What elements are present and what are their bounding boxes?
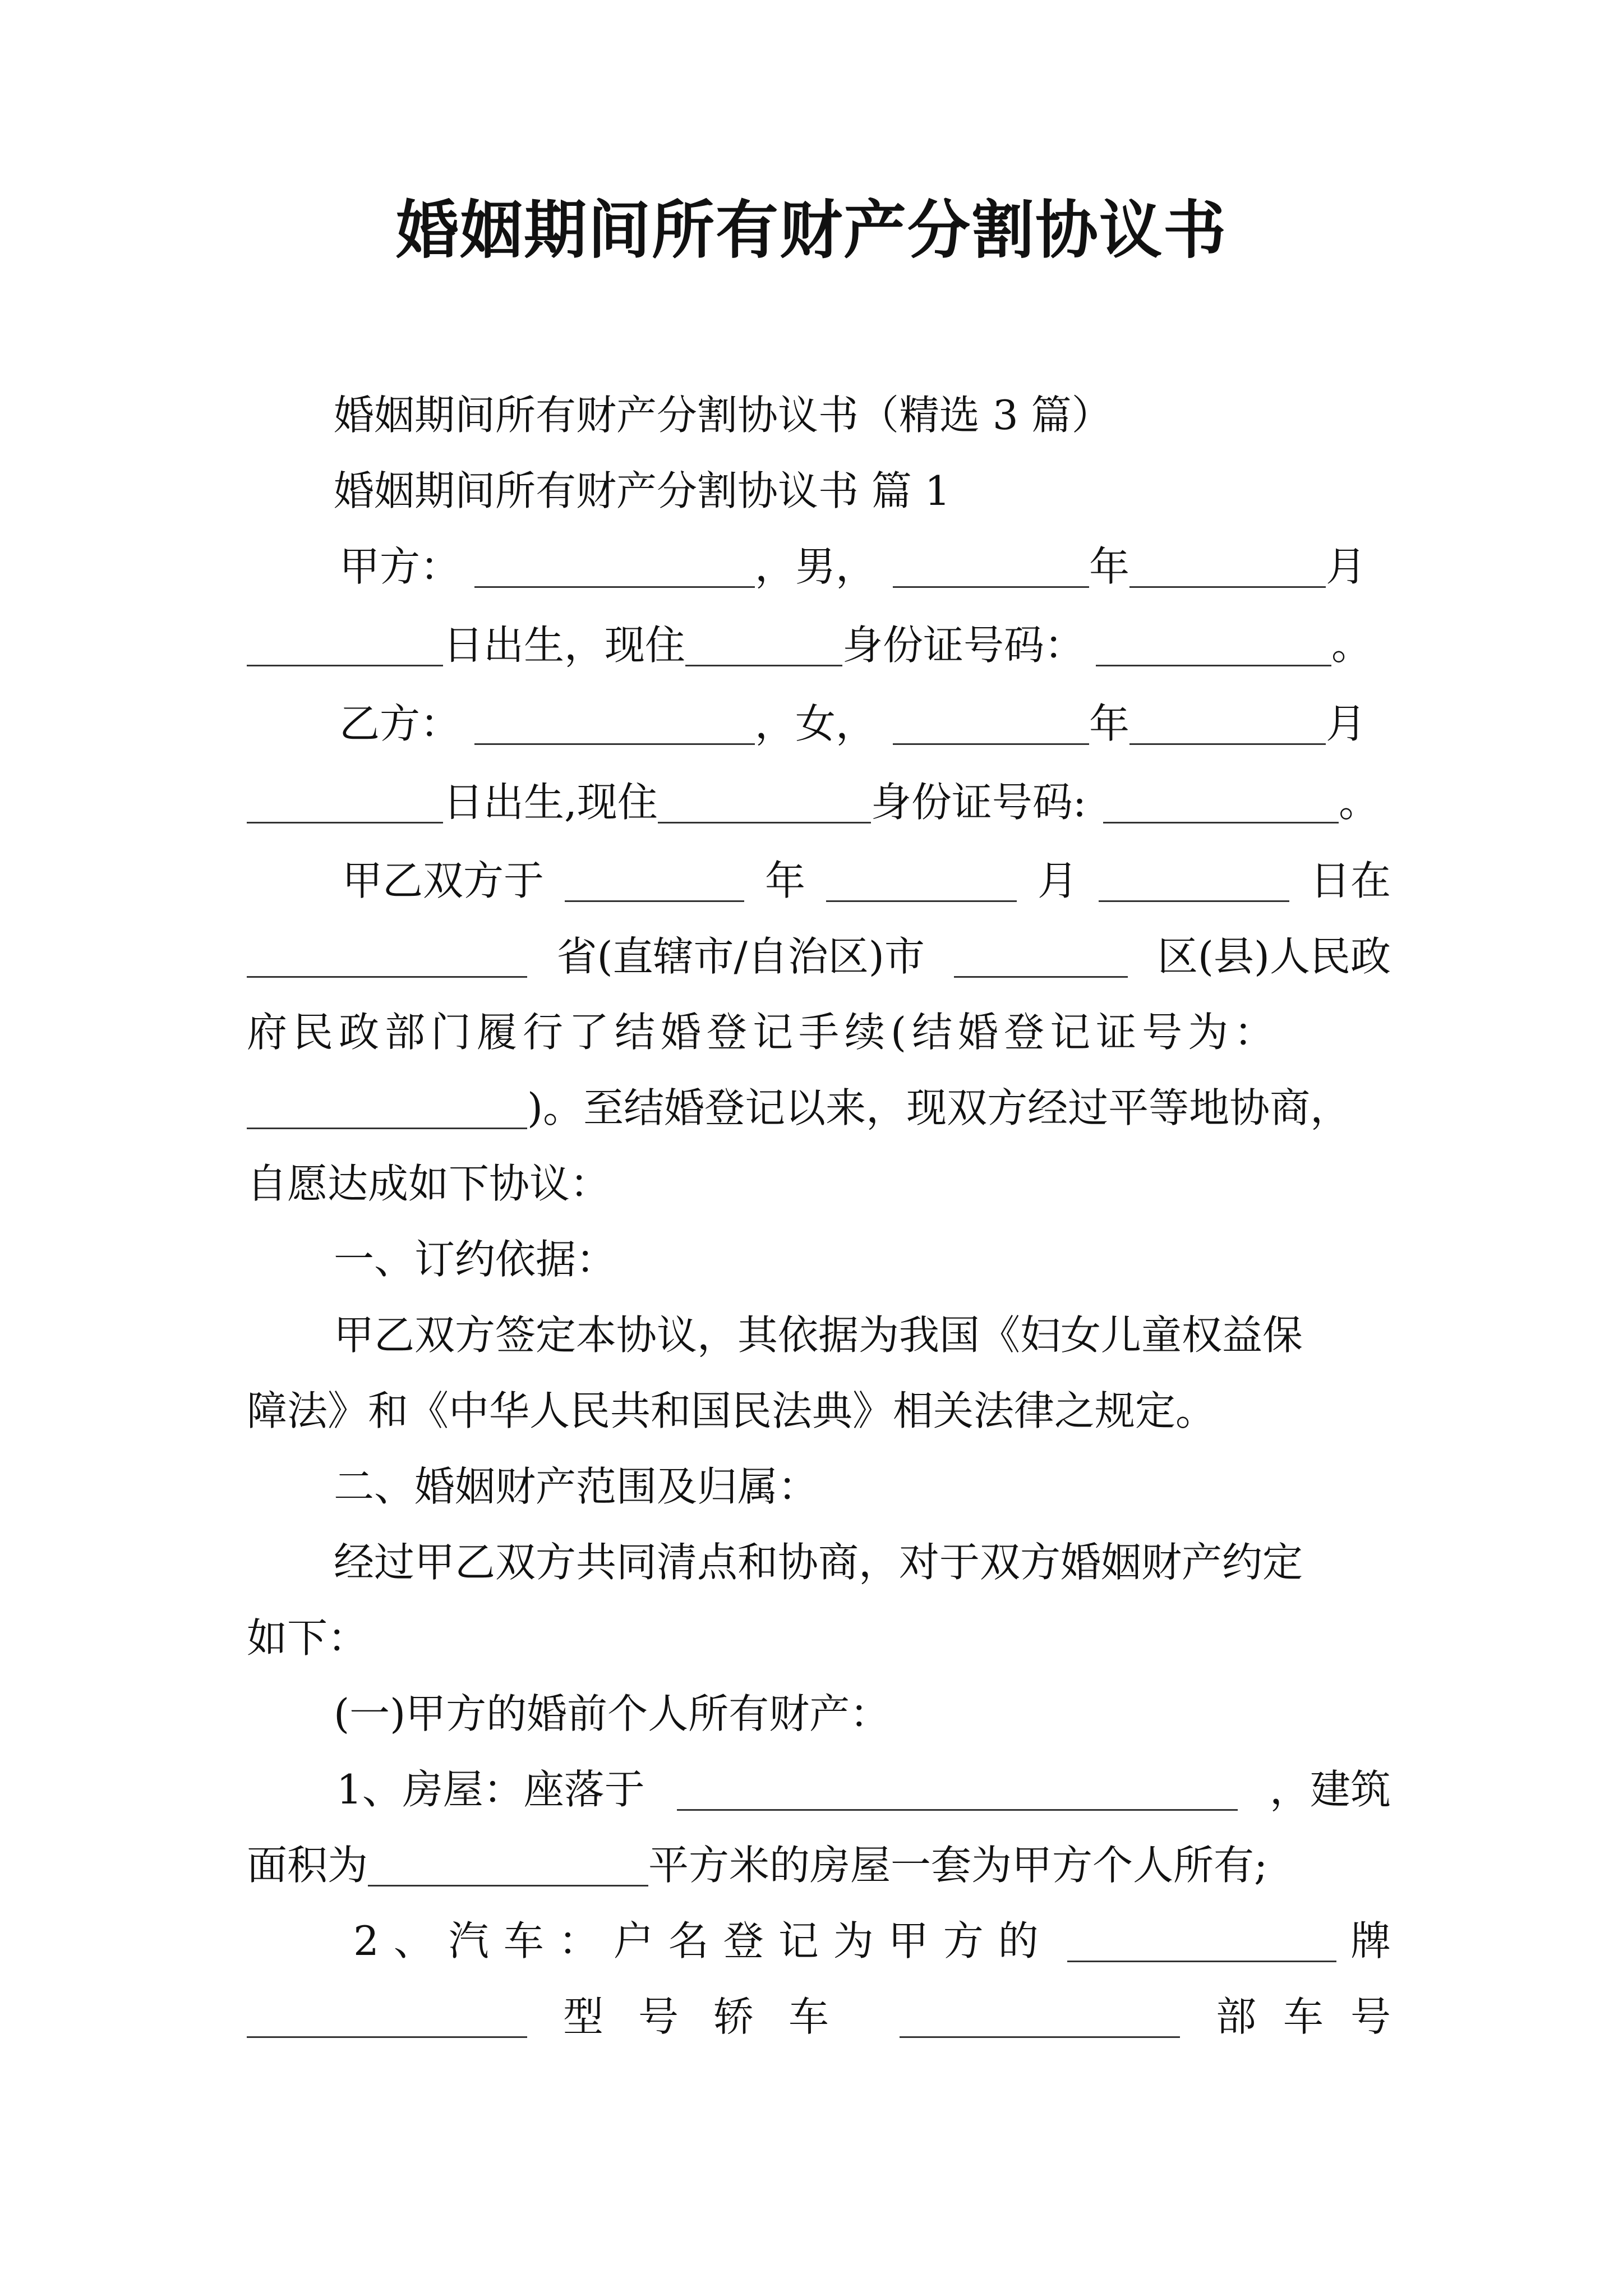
subsection1-heading: (一)甲方的婚前个人所有财产：: [334, 1690, 891, 1737]
party-b-month-blank[interactable]: [1129, 703, 1326, 745]
house-end: 平方米的房屋一套为甲方个人所有;: [648, 1842, 1268, 1889]
section1-heading: 一、订约依据：: [334, 1236, 617, 1283]
party-a-birth: 日出生，现住: [443, 622, 686, 669]
party-b-address-blank[interactable]: [658, 781, 871, 823]
party-a-label: 甲方：: [339, 543, 461, 590]
house-area-label: 面积为: [247, 1842, 368, 1889]
party-b-line1: [339, 693, 1366, 754]
party-a-end: 。: [1331, 622, 1372, 669]
marriage-province-label: 省(直辖市/自治区)市: [556, 933, 925, 980]
party-b-month-label: 月: [1326, 700, 1367, 747]
marriage-line5: 自愿达成如下协议：: [247, 1160, 611, 1207]
party-b-label: 乙方：: [339, 700, 461, 747]
section2-p1: 经过甲乙双方共同清点和协商，对于双方婚姻财产约定: [334, 1539, 1303, 1586]
party-a-year-blank[interactable]: [893, 546, 1089, 588]
party-a-id-blank[interactable]: [1096, 624, 1331, 666]
marriage-district-label: 区(县)人民政: [1157, 933, 1391, 980]
marriage-day-label: 日在: [1310, 857, 1391, 904]
party-a-id-label: 身份证号码：: [842, 622, 1085, 669]
subtitle: 婚姻期间所有财产分割协议书（精选 3 篇）: [334, 392, 1112, 439]
party-b-line2: [247, 771, 1379, 833]
marriage-day-blank[interactable]: [1099, 860, 1289, 902]
marriage-line4: [247, 1077, 1350, 1139]
party-a-line2: [247, 614, 1372, 676]
party-a-month-blank[interactable]: [1129, 546, 1326, 588]
car-line2: [247, 1986, 1418, 2047]
party-b-birth: 日出生,现住: [443, 779, 658, 826]
party-b-year-label: 年: [1089, 700, 1130, 747]
car-model-label: 型号轿车: [562, 1993, 864, 2040]
marriage-month-label: 月: [1037, 857, 1078, 904]
party-b-name-blank[interactable]: [474, 703, 755, 745]
marriage-cert-blank[interactable]: [247, 1087, 527, 1129]
car-plate-label: 部车号: [1215, 1993, 1418, 2040]
marriage-line4-text: )。至结婚登记以来，现双方经过平等地协商，: [527, 1084, 1351, 1131]
marriage-year-blank[interactable]: [565, 860, 744, 902]
party-b-year-blank[interactable]: [893, 703, 1089, 745]
article-heading: 婚姻期间所有财产分割协议书 篇 1: [334, 467, 951, 514]
section1-p2: 障法》和《中华人民共和国民法典》相关法律之规定。: [247, 1387, 1216, 1434]
house-mid: ，建筑: [1269, 1766, 1391, 1813]
marriage-line2: [247, 926, 1391, 987]
document-title: 婚姻期间所有财产分割协议书: [396, 194, 1227, 267]
house-line2: [247, 1834, 1267, 1896]
car-model-blank[interactable]: [247, 1996, 527, 2038]
car-brand-blank[interactable]: [1067, 1920, 1336, 1962]
party-b-id-blank[interactable]: [1103, 781, 1339, 823]
party-b-gender: ，女，: [755, 700, 877, 747]
house-area-blank[interactable]: [368, 1844, 648, 1887]
party-a-month-label: 月: [1326, 543, 1367, 590]
car-count-blank[interactable]: [900, 1996, 1180, 2038]
house-line1: [336, 1759, 1391, 1820]
party-a-gender: ，男，: [755, 543, 877, 590]
party-b-day-blank[interactable]: [247, 781, 443, 823]
marriage-lead: 甲乙双方于: [342, 857, 545, 904]
car-brand-label: 牌: [1350, 1917, 1391, 1964]
marriage-district-blank[interactable]: [954, 936, 1128, 978]
section2-heading: 二、婚姻财产范围及归属：: [334, 1463, 819, 1510]
marriage-month-blank[interactable]: [826, 860, 1017, 902]
section1-p1: 甲乙双方签定本协议，其依据为我国《妇女儿童权益保: [334, 1312, 1303, 1359]
party-a-day-blank[interactable]: [247, 624, 443, 666]
party-b-id-label: 身份证号码:: [870, 779, 1087, 826]
marriage-province-blank[interactable]: [247, 936, 527, 978]
section2-p2: 如下：: [247, 1614, 368, 1662]
marriage-line3: 府民政部门履行了结婚登记手续(结婚登记证号为：: [247, 1009, 1280, 1056]
car-lead: 2、汽车：户名登记为甲方的: [353, 1917, 1053, 1964]
party-a-address-blank[interactable]: [685, 624, 842, 666]
party-a-year-label: 年: [1089, 543, 1130, 590]
house-location-blank[interactable]: [677, 1769, 1238, 1811]
car-line1: [353, 1910, 1391, 1972]
party-a-name-blank[interactable]: [474, 546, 755, 588]
marriage-line1: [342, 850, 1391, 912]
party-b-end: 。: [1339, 779, 1380, 826]
house-lead: 1、房屋：座落于: [336, 1766, 645, 1813]
marriage-year-label: 年: [764, 857, 805, 904]
party-a-line1: [339, 536, 1366, 597]
